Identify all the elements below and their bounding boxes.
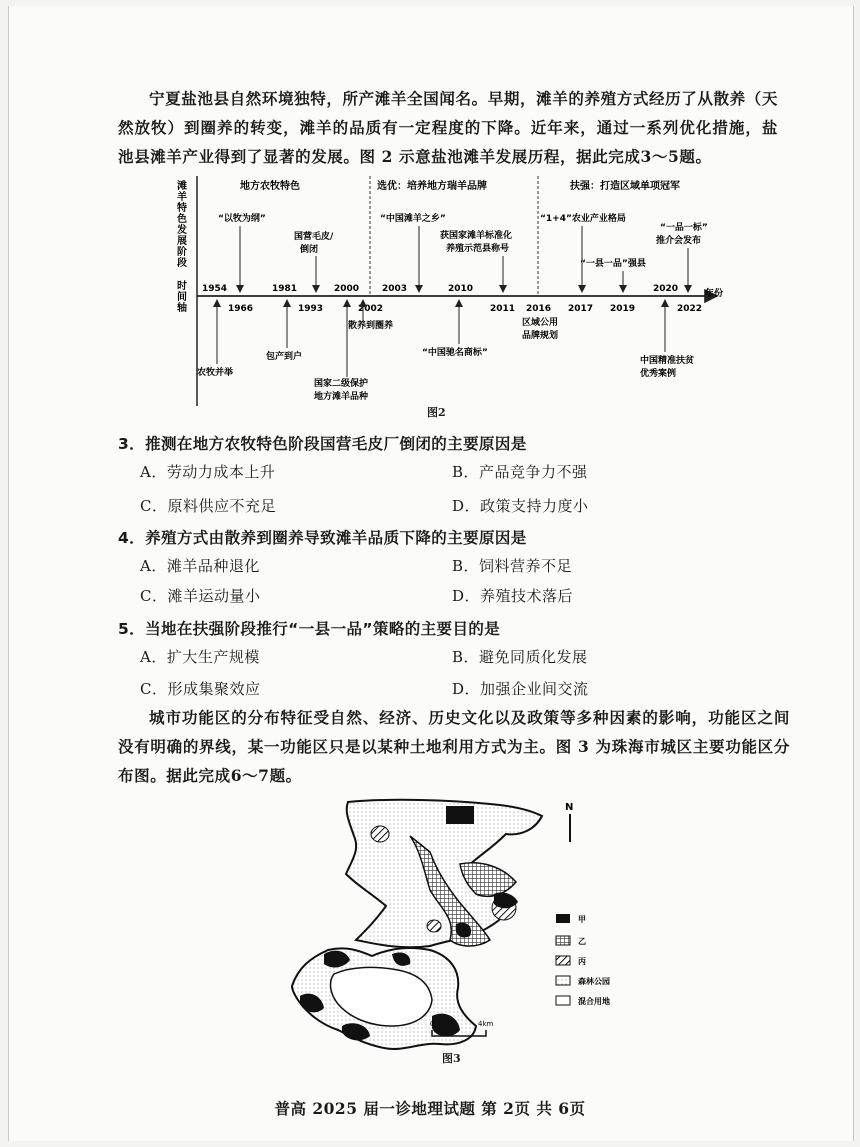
event-sanyang-quanyang: 散养到圈养 [348, 321, 394, 331]
figure-2-caption: 图2 [427, 406, 446, 419]
stage-3-title: 扶强：打造区域单项冠军 [570, 181, 680, 192]
event-mao-pi-chang: 国营毛皮/倒闭 [294, 232, 334, 255]
stage-2-title: 选优：培养地方瑞羊品牌 [377, 181, 487, 192]
page-footer: 普高 2025 届一诊地理试题 第 2页 共 6页 [274, 1099, 586, 1118]
legend-yi-swatch [556, 936, 570, 945]
q3-option-c[interactable]: C．原料供应不充足 [140, 497, 276, 515]
stage-1-title: 地方农牧特色 [240, 181, 300, 192]
figure-2-timeline [170, 172, 730, 422]
legend-jia-swatch [556, 914, 570, 923]
passage-6-7: 城市功能区的分布特征受自然、经济、历史文化以及政策等多种因素的影响，功能区之间没有明确的界线，某一功能区只是以某种土地利用方式为主。图 3 为珠海市城区主要功能区分布图。据此完成6～7题。 [118, 708, 790, 785]
q3-option-a[interactable]: A．劳动力成本上升 [140, 463, 276, 481]
legend-jia-label: 甲 [578, 915, 586, 924]
year-2011: 2011 [490, 304, 516, 314]
legend-mixed-label: 混合用地 [578, 997, 610, 1006]
scale-start: 0 [430, 1020, 435, 1028]
q3-option-b[interactable]: B．产品竞争力不强 [452, 463, 588, 481]
year-2003: 2003 [382, 284, 408, 294]
q3-option-d[interactable]: D．政策支持力度小 [452, 497, 589, 515]
event-pinpai-guihua: 区域公用品牌规划 [522, 318, 559, 341]
year-2002: 2002 [358, 304, 384, 314]
q5-option-c[interactable]: C．形成集聚效应 [140, 680, 261, 698]
year-2010: 2010 [448, 284, 474, 294]
year-2017: 2017 [568, 304, 594, 314]
q4-option-a[interactable]: A．滩羊品种退化 [140, 557, 260, 575]
event-nongmu-bingju: 农牧并举 [197, 368, 234, 378]
event-biaozhunhua: 获国家滩羊标准化养殖示范县称号 [440, 231, 513, 254]
q5-option-b[interactable]: B．避免同质化发展 [452, 648, 588, 666]
passage-3-5: 宁夏盐池县自然环境独特，所产滩羊全国闻名。早期，滩羊的养殖方式经历了从散养（天然放牧）到圈养的转变，滩羊的品质有一定程度的下降。近年来，通过一系列优化措施，盐池县滩羊产业得到了显著的发展。图 2 示意盐池滩羊发展历程，据此完成3～5题。 [118, 89, 778, 166]
event-chiming-shangbiao: “中国驰名商标” [422, 348, 488, 358]
q4-option-b[interactable]: B．饲料营养不足 [452, 557, 573, 575]
scale-end: 4km [478, 1020, 494, 1028]
event-erji-baohu: 国家二级保护地方滩羊品种 [314, 379, 369, 402]
q5-option-a[interactable]: A．扩大生产规模 [140, 648, 260, 666]
event-yipin-yibiao: “一品一标”推介会发布 [656, 223, 708, 246]
legend-yi-label: 乙 [578, 937, 586, 946]
q5-option-d[interactable]: D．加强企业间交流 [452, 680, 589, 698]
question-3 [118, 432, 527, 454]
event-jingzhun-fupin: 中国精准扶贫优秀案例 [640, 356, 695, 379]
question-3-stem: 3．推测在地方农牧特色阶段国营毛皮厂倒闭的主要原因是 [118, 435, 527, 453]
legend-bing-swatch [556, 956, 570, 965]
figure-3-caption: 图3 [442, 1052, 461, 1065]
event-tanyang-zhixiang: “中国滩羊之乡” [380, 214, 446, 224]
year-1954: 1954 [202, 284, 228, 294]
question-5-stem: 5．当地在扶强阶段推行“一县一品”策略的主要目的是 [118, 620, 501, 638]
legend-forest-label: 森林公园 [578, 977, 610, 986]
question-5 [118, 617, 500, 639]
figure-3-map [280, 790, 640, 1080]
year-2022: 2022 [677, 304, 703, 314]
event-yixian-yipin: “一县一品”强县 [580, 259, 646, 269]
year-1966: 1966 [228, 304, 254, 314]
axis-label-stage: 滩羊特色发展阶段 [174, 180, 186, 268]
year-2020: 2020 [653, 284, 679, 294]
event-yimu: “以牧为纲” [218, 214, 266, 224]
map-jia-block-1 [446, 806, 474, 824]
event-1plus4: “1+4”农业产业格局 [540, 214, 626, 224]
map-bing-3 [427, 920, 441, 932]
year-1981: 1981 [272, 284, 298, 294]
map-bing-1 [371, 826, 389, 842]
time-axis-unit: 年份 [705, 289, 724, 299]
q4-option-d[interactable]: D．养殖技术落后 [452, 587, 574, 605]
year-2000: 2000 [334, 284, 360, 294]
question-4 [118, 526, 527, 548]
year-2019: 2019 [610, 304, 636, 314]
axis-label-time: 时间轴 [174, 280, 186, 313]
question-4-stem: 4．养殖方式由散养到圈养导致滩羊品质下降的主要原因是 [118, 529, 527, 547]
north-label: N [565, 802, 574, 813]
year-2016: 2016 [526, 304, 552, 314]
year-1993: 1993 [298, 304, 324, 314]
event-baochan-daohu: 包产到户 [266, 352, 303, 362]
q4-option-c[interactable]: C．滩羊运动量小 [140, 587, 261, 605]
legend-mixed-swatch [556, 996, 570, 1005]
legend-forest-swatch [556, 976, 570, 985]
legend-bing-label: 丙 [578, 957, 586, 966]
map-north-land [346, 800, 542, 947]
